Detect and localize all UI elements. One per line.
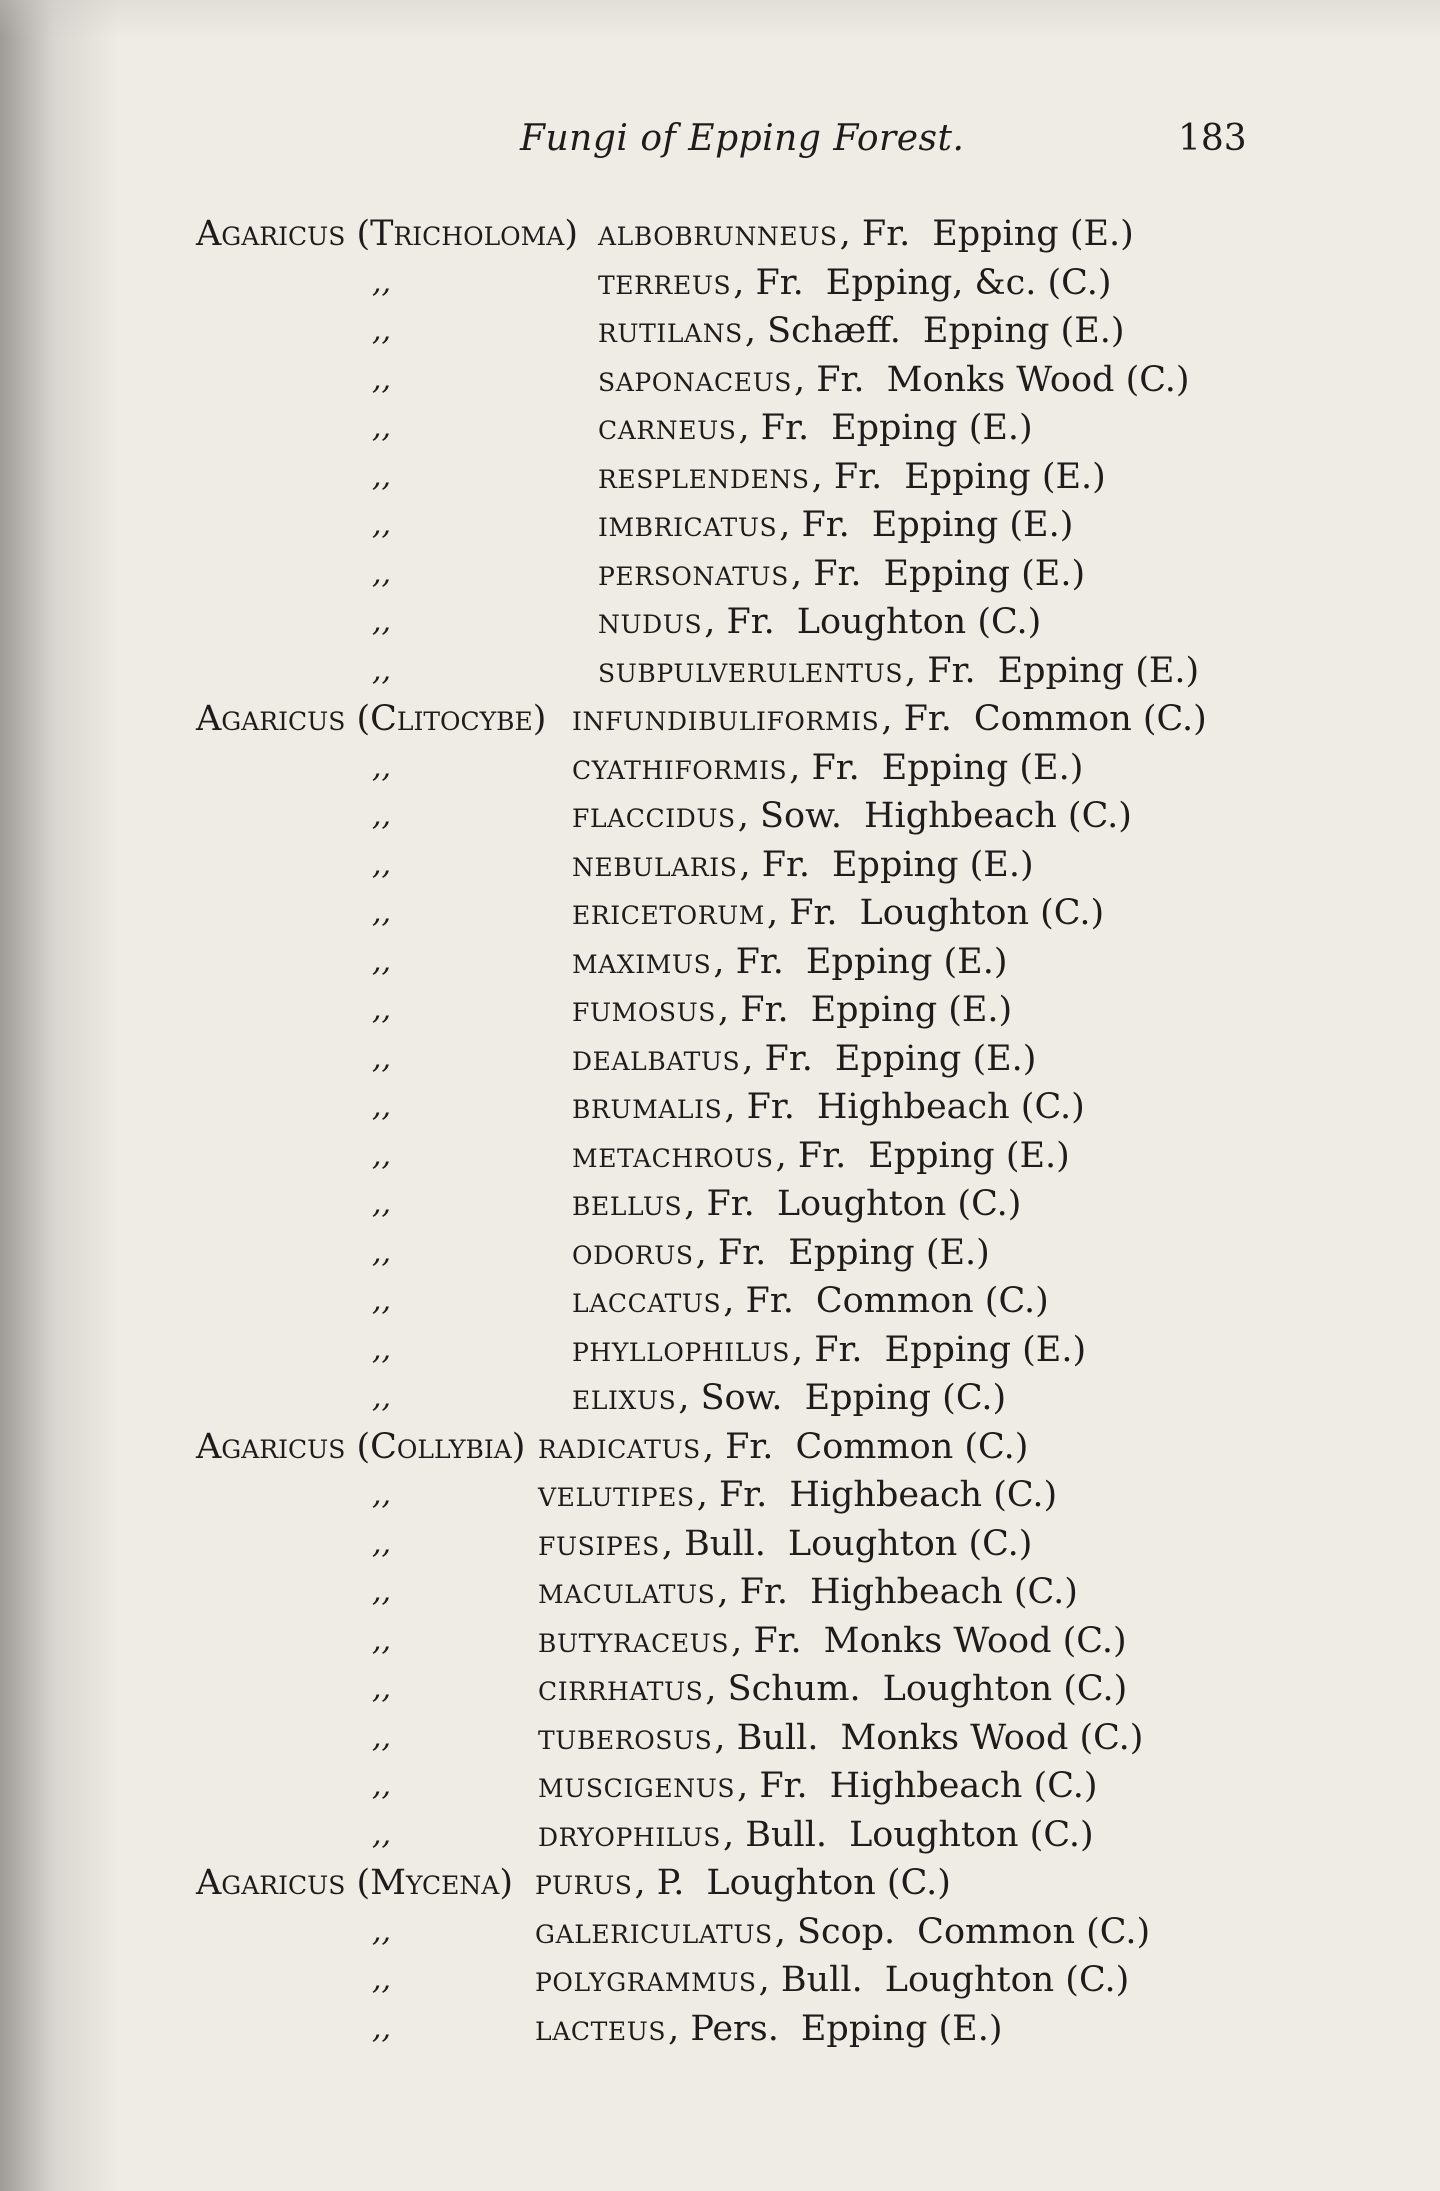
species-text (535, 1956, 1129, 2005)
species-epithet: imbricatus (598, 505, 778, 545)
species-authority: , Fr. (811, 456, 883, 497)
species-entry-row (0, 1665, 1440, 1714)
genus-entry-row (0, 1859, 1440, 1908)
species-locality: Epping (E.) (800, 2008, 1003, 2049)
species-locality: Loughton (C.) (849, 1814, 1094, 1855)
ditto-mark: ,, (372, 992, 392, 1027)
species-entry-row (0, 1568, 1440, 1617)
species-locality: Epping (E.) (810, 990, 1013, 1030)
species-epithet: purus (535, 1863, 633, 1903)
species-epithet: subpulverulentus (598, 650, 904, 691)
species-text (535, 1859, 951, 1908)
species-locality: Epping (E.) (831, 408, 1033, 448)
species-locality: Common (C.) (795, 1426, 1029, 1467)
species-authority: , Fr. (731, 1620, 802, 1661)
species-locality: Epping (E.) (922, 311, 1125, 351)
species-entry-row (0, 1762, 1440, 1811)
species-authority: , Fr. (775, 1135, 847, 1176)
species-entry-row (0, 1326, 1440, 1375)
species-epithet: dealbatus (572, 1038, 741, 1079)
ditto-mark: ,, (372, 1525, 392, 1561)
ditto-mark: ,, (372, 1574, 392, 1609)
species-authority: , Pers. (668, 2008, 779, 2049)
species-locality: Epping (E.) (932, 214, 1134, 254)
species-text (535, 1908, 1150, 1957)
species-locality: Epping (E.) (805, 941, 1008, 982)
species-text (598, 307, 1125, 356)
species-text (538, 1714, 1143, 1763)
species-locality: Highbeach (C.) (789, 1475, 1058, 1515)
ditto-mark: ,, (372, 943, 392, 979)
species-authority: , Fr. (905, 650, 976, 691)
species-locality: Highbeach (C.) (864, 796, 1132, 836)
genus-entry-row (0, 210, 1440, 259)
species-text (572, 695, 1207, 744)
species-epithet: radicatus (538, 1426, 701, 1467)
species-epithet: butyraceus (538, 1620, 730, 1661)
species-locality: Highbeach (C.) (816, 1087, 1085, 1127)
species-text (572, 986, 1012, 1035)
species-authority: , P. (634, 1863, 685, 1903)
species-locality: Loughton (C.) (884, 1960, 1130, 2000)
species-text (598, 550, 1085, 599)
ditto-mark: ,, (372, 798, 392, 833)
species-epithet: nudus (598, 602, 703, 642)
species-entry-row (0, 1277, 1440, 1326)
species-epithet: brumalis (572, 1087, 723, 1127)
species-authority: , Scop. (774, 1911, 896, 1952)
species-text (538, 1471, 1057, 1520)
ditto-mark: ,, (372, 1380, 392, 1415)
species-text (538, 1568, 1078, 1617)
species-locality: Epping (E.) (881, 747, 1084, 788)
species-epithet: cirrhatus (538, 1669, 704, 1709)
species-locality: Epping, &c. (C.) (825, 262, 1112, 303)
species-authority: , Fr. (696, 1475, 768, 1515)
species-entry-row (0, 356, 1440, 405)
species-entry-row (0, 1714, 1440, 1763)
species-authority: , Fr. (791, 1329, 863, 1370)
ditto-mark: ,, (372, 1671, 392, 1706)
species-authority: , Bull. (758, 1960, 863, 2000)
species-epithet: elixus (572, 1378, 677, 1418)
ditto-mark: ,, (372, 749, 392, 785)
species-entry-row (0, 1374, 1440, 1423)
species-authority: , Fr. (713, 941, 784, 982)
species-locality: Epping (E.) (832, 844, 1034, 885)
species-text (538, 1762, 1098, 1811)
species-text (535, 2005, 1002, 2054)
genus-heading: Agaricus (Clitocybe) (196, 699, 547, 739)
species-text (572, 1035, 1036, 1084)
species-entry-row (0, 647, 1440, 696)
species-locality: Epping (E.) (884, 1329, 1087, 1370)
species-entry-row (0, 259, 1440, 308)
species-locality: Epping (C.) (804, 1378, 1007, 1418)
species-locality: Common (C.) (815, 1281, 1049, 1321)
ditto-mark: ,, (372, 846, 392, 882)
species-text (598, 259, 1112, 308)
ditto-mark: ,, (372, 1186, 392, 1221)
species-locality: Common (C.) (973, 699, 1207, 739)
species-authority: , Fr. (702, 1426, 774, 1467)
species-text (598, 647, 1199, 696)
ditto-mark: ,, (372, 1622, 392, 1658)
species-authority: , Fr. (717, 1572, 788, 1612)
species-locality: Epping (E.) (904, 456, 1106, 497)
ditto-mark: ,, (372, 652, 392, 688)
species-authority: , Fr. (733, 262, 804, 303)
ditto-mark: ,, (372, 1040, 392, 1076)
species-text (538, 1617, 1127, 1666)
ditto-mark: ,, (372, 1331, 392, 1367)
species-authority: , Fr. (738, 408, 810, 448)
ditto-mark: ,, (372, 2010, 392, 2046)
species-entry-row (0, 1617, 1440, 1666)
species-locality: Epping (E.) (871, 505, 1074, 545)
species-entry-row (0, 501, 1440, 550)
species-authority: , Bull. (723, 1814, 828, 1855)
species-authority: , Schum. (705, 1669, 861, 1709)
species-text (598, 404, 1033, 453)
species-epithet: albobrunneus (598, 214, 838, 254)
species-entry-row (0, 1035, 1440, 1084)
species-text (598, 598, 1041, 647)
species-authority: , Fr. (724, 1087, 795, 1127)
species-text (572, 841, 1034, 890)
species-locality: Loughton (C.) (787, 1523, 1033, 1564)
species-text (538, 1665, 1127, 1714)
page-header (0, 118, 1440, 168)
genus-heading: Agaricus (Mycena) (196, 1863, 513, 1903)
species-epithet: polygrammus (535, 1960, 757, 2000)
species-entry-row (0, 1956, 1440, 2005)
species-locality: Loughton (C.) (882, 1669, 1128, 1709)
species-authority: , Fr. (839, 214, 911, 254)
ditto-mark: ,, (372, 895, 392, 930)
species-entry-row (0, 307, 1440, 356)
species-authority: , Fr. (794, 359, 865, 400)
ditto-mark: ,, (372, 361, 392, 397)
genus-entry-row (0, 1423, 1440, 1472)
species-epithet: personatus (598, 553, 789, 594)
ditto-mark: ,, (372, 1719, 392, 1755)
species-locality: Epping (E.) (997, 650, 1200, 691)
species-entry-row (0, 1471, 1440, 1520)
species-epithet: carneus (598, 408, 737, 448)
species-locality: Monks Wood (C.) (886, 359, 1190, 400)
species-epithet: tuberosus (538, 1717, 713, 1758)
species-authority: , Fr. (779, 505, 850, 545)
ditto-mark: ,, (372, 1962, 392, 1997)
species-entry-row (0, 1811, 1440, 1860)
species-authority: , Fr. (704, 602, 775, 642)
species-authority: , Fr. (684, 1184, 755, 1224)
ditto-mark: ,, (372, 458, 392, 494)
species-locality: Loughton (C.) (706, 1863, 951, 1903)
species-locality: Epping (E.) (834, 1038, 1037, 1079)
species-entry-row (0, 404, 1440, 453)
species-text (572, 1083, 1085, 1132)
ditto-mark: ,, (372, 507, 392, 542)
species-locality: Common (C.) (917, 1911, 1151, 1952)
species-list (0, 210, 1440, 2053)
ditto-mark: ,, (372, 604, 392, 639)
species-text (538, 1811, 1094, 1860)
page-top-shading (0, 0, 1440, 40)
species-epithet: galericulatus (535, 1911, 773, 1952)
genus-entry-row (0, 695, 1440, 744)
species-epithet: rutilans (598, 311, 743, 351)
species-authority: , Fr. (789, 747, 860, 788)
species-text (572, 938, 1007, 987)
species-authority: , Bull. (714, 1717, 819, 1758)
ditto-mark: ,, (372, 1234, 392, 1270)
ditto-mark: ,, (372, 313, 392, 348)
species-authority: , Fr. (718, 990, 789, 1030)
species-entry-row (0, 744, 1440, 793)
species-entry-row (0, 2005, 1440, 2054)
species-locality: Monks Wood (C.) (840, 1717, 1144, 1758)
species-text (572, 1374, 1006, 1423)
species-locality: Epping (E.) (788, 1232, 990, 1273)
species-text (572, 1229, 990, 1278)
species-epithet: laccatus (572, 1281, 722, 1321)
species-epithet: flaccidus (572, 796, 736, 836)
species-text (598, 453, 1106, 502)
species-text (572, 1277, 1049, 1326)
ditto-mark: ,, (372, 1768, 392, 1803)
species-epithet: metachrous (572, 1135, 774, 1176)
ditto-mark: ,, (372, 410, 392, 445)
species-authority: , Fr. (881, 699, 952, 739)
species-epithet: saponaceus (598, 359, 793, 400)
species-locality: Monks Wood (C.) (823, 1620, 1127, 1661)
species-authority: , Fr. (695, 1232, 767, 1273)
species-authority: , Fr. (723, 1281, 794, 1321)
ditto-mark: ,, (372, 264, 392, 300)
species-epithet: maculatus (538, 1572, 716, 1612)
species-text (572, 1132, 1070, 1181)
ditto-mark: ,, (372, 1477, 392, 1512)
species-epithet: maximus (572, 941, 712, 982)
species-entry-row (0, 1083, 1440, 1132)
species-text (598, 501, 1073, 550)
species-epithet: fumosus (572, 990, 717, 1030)
species-epithet: muscigenus (538, 1766, 736, 1806)
species-epithet: bellus (572, 1184, 683, 1224)
species-authority: , Fr. (739, 844, 810, 885)
species-text (598, 356, 1190, 405)
species-entry-row (0, 1908, 1440, 1957)
genus-heading: Agaricus (Collybia) (196, 1426, 526, 1467)
species-epithet: ericetorum (572, 893, 765, 933)
species-locality: Epping (E.) (868, 1135, 1070, 1176)
species-entry-row (0, 841, 1440, 890)
species-entry-row (0, 550, 1440, 599)
ditto-mark: ,, (372, 1137, 392, 1173)
species-entry-row (0, 792, 1440, 841)
page-number: 183 (1178, 118, 1247, 159)
species-authority: , Fr. (742, 1038, 813, 1079)
species-epithet: odorus (572, 1232, 694, 1273)
species-epithet: cyathiformis (572, 747, 788, 788)
species-text (538, 1520, 1032, 1569)
species-entry-row (0, 1520, 1440, 1569)
species-locality: Epping (E.) (883, 553, 1086, 594)
species-entry-row (0, 889, 1440, 938)
species-authority: , Schæff. (744, 311, 901, 351)
species-epithet: resplendens (598, 456, 810, 497)
species-entry-row (0, 598, 1440, 647)
species-entry-row (0, 453, 1440, 502)
species-authority: , Fr. (767, 893, 838, 933)
species-epithet: fusipes (538, 1523, 660, 1564)
species-text (538, 1423, 1028, 1472)
species-epithet: nebularis (572, 844, 738, 885)
species-epithet: terreus (598, 262, 732, 303)
species-locality: Highbeach (C.) (809, 1572, 1078, 1612)
species-text (572, 1180, 1021, 1229)
species-text (572, 744, 1083, 793)
species-authority: , Fr. (737, 1766, 808, 1806)
species-locality: Loughton (C.) (776, 1184, 1022, 1224)
species-entry-row (0, 986, 1440, 1035)
species-locality: Loughton (C.) (796, 602, 1042, 642)
species-entry-row (0, 1229, 1440, 1278)
genus-heading: Agaricus (Tricholoma) (196, 214, 578, 254)
species-entry-row (0, 1132, 1440, 1181)
species-epithet: lacteus (535, 2008, 667, 2049)
species-epithet: velutipes (538, 1475, 695, 1515)
ditto-mark: ,, (372, 1816, 392, 1852)
ditto-mark: ,, (372, 555, 392, 591)
species-text (572, 889, 1104, 938)
species-locality: Loughton (C.) (859, 893, 1105, 933)
species-authority: , Sow. (737, 796, 843, 836)
species-text (572, 1326, 1086, 1375)
species-entry-row (0, 1180, 1440, 1229)
ditto-mark: ,, (372, 1089, 392, 1124)
species-authority: , Bull. (661, 1523, 766, 1564)
species-text (598, 210, 1134, 259)
species-epithet: phyllophilus (572, 1329, 790, 1370)
species-authority: , Fr. (790, 553, 862, 594)
ditto-mark: ,, (372, 1913, 392, 1949)
ditto-mark: ,, (372, 1283, 392, 1318)
species-entry-row (0, 938, 1440, 987)
species-locality: Highbeach (C.) (829, 1766, 1098, 1806)
running-title: Fungi of Epping Forest. (520, 118, 965, 159)
species-text (572, 792, 1132, 841)
species-epithet: infundibuliformis (572, 699, 880, 739)
species-epithet: dryophilus (538, 1814, 722, 1855)
species-authority: , Sow. (678, 1378, 783, 1418)
